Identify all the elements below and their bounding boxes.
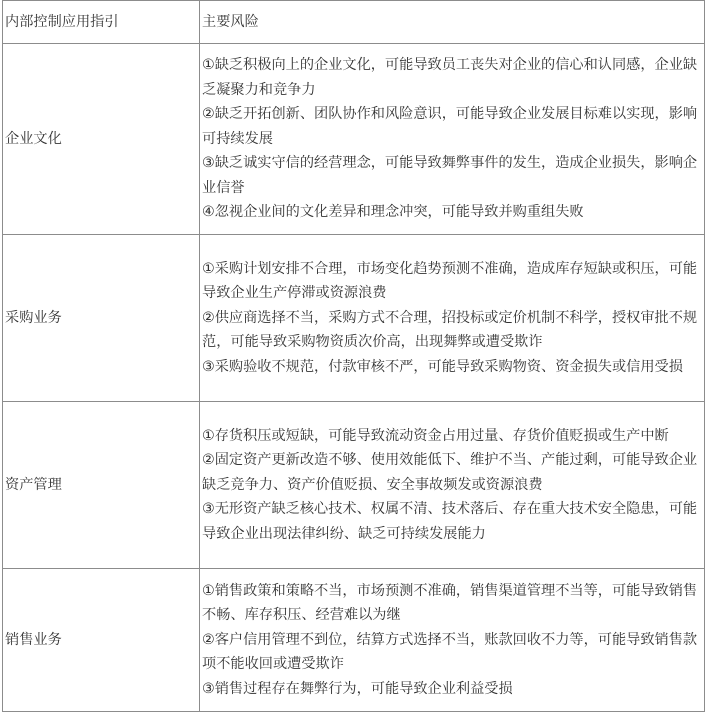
risk-item: ③缺乏诚实守信的经营理念，可能导致舞弊事件的发生，造成企业损失，影响企业信誉 (202, 155, 698, 196)
row-category: 资产管理 (3, 402, 200, 569)
risk-item: ①缺乏积极向上的企业文化，可能导致员工丧失对企业的信心和认同感，企业缺乏凝聚力和竞争力 (202, 57, 698, 98)
risk-item: ②客户信用管理不到位，结算方式选择不当，账款回收不力等，可能导致销售款项不能收回或遭受欺诈 (202, 631, 698, 673)
table-row (3, 235, 705, 402)
risk-item: ②供应商选择不当，采购方式不合理，招投标或定价机制不科学，授权审批不规范，可能导致采购物资质次价高，出现舞弊或遭受欺诈 (202, 309, 698, 351)
risk-item: ③销售过程存在舞弊行为，可能导致企业利益受损 (202, 680, 513, 697)
table-row (3, 402, 705, 569)
row-risks (200, 402, 705, 569)
table-row (3, 569, 705, 712)
header-main-risks: 主要风险 (200, 1, 705, 44)
row-category: 销售业务 (3, 569, 200, 712)
risk-item: ④忽视企业间的文化差异和理念冲突，可能导致并购重组失败 (202, 204, 584, 221)
risk-item: ②缺乏开拓创新、团队协作和风险意识，可能导致企业发展目标难以实现，影响可持续发展 (202, 106, 698, 147)
risk-item: ③无形资产缺乏核心技术、权属不清、技术落后、存在重大技术安全隐患，可能导致企业出现法律纠纷、缺乏可持续发展能力 (202, 501, 698, 542)
risk-item: ①存货积压或短缺，可能导致流动资金占用过量、存货价值贬损或生产中断 (202, 427, 669, 444)
row-category: 采购业务 (3, 235, 200, 402)
table-row (3, 44, 705, 235)
table-header-row (3, 1, 705, 44)
risk-item: ②固定资产更新改造不够、使用效能低下、维护不当、产能过剩，可能导致企业缺乏竞争力、资产价值贬损、安全事故频发或资源浪费 (202, 452, 698, 493)
header-guideline: 内部控制应用指引 (3, 1, 200, 44)
risk-item: ①采购计划安排不合理，市场变化趋势预测不准确，造成库存短缺或积压，可能导致企业生产停滞或资源浪费 (202, 260, 698, 302)
row-category: 企业文化 (3, 44, 200, 235)
risk-table (2, 0, 705, 712)
risk-item: ①销售政策和策略不当，市场预测不准确，销售渠道管理不当等，可能导致销售不畅、库存积压、经营难以为继 (202, 582, 698, 624)
row-risks (200, 569, 705, 712)
risk-item: ③采购验收不规范，付款审核不严，可能导致采购物资、资金损失或信用受损 (202, 358, 683, 375)
row-risks (200, 44, 705, 235)
row-risks (200, 235, 705, 402)
